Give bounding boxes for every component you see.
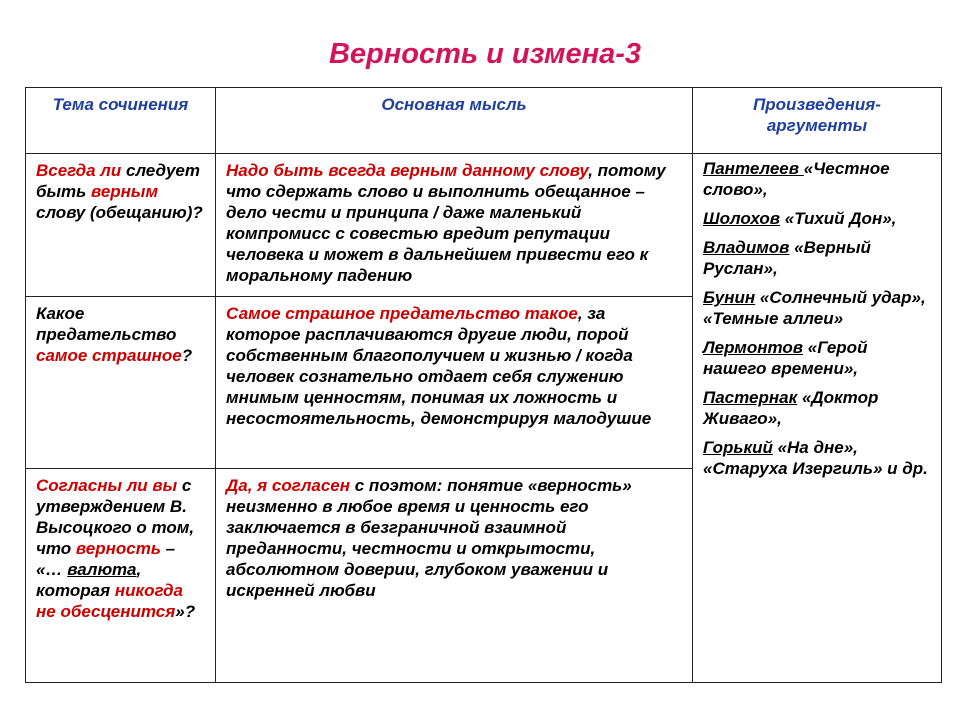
work-item [703, 287, 931, 329]
theme-text: – «… [36, 539, 176, 579]
theme-text: ? [181, 346, 193, 365]
theme-text: Какое [36, 304, 85, 323]
idea-text-red: Самое страшное предательство такое [226, 304, 578, 323]
idea-text-red: Да, я согласен [226, 476, 351, 495]
theme-text: следует быть [36, 161, 200, 201]
work-author: Владимов [703, 238, 790, 257]
theme-text-red: Согласны ли вы [36, 476, 178, 495]
theme-cell [26, 469, 216, 683]
theme-text: предательство [36, 325, 177, 344]
work-title: «Тихий Дон», [780, 209, 897, 228]
theme-text-red: самое страшное [36, 346, 182, 365]
theme-cell [26, 297, 216, 469]
work-author: Лермонтов [703, 338, 804, 357]
idea-text: с поэтом: понятие «верность» неизменно в любое время и ценность его заключается в безграничной взаимной преданности, честности и открытости, абсолютном доверии, глубоком уважении и искренней любви [226, 476, 632, 600]
table-header-row [26, 88, 942, 154]
work-item [703, 337, 931, 379]
idea-cell [216, 297, 693, 469]
header-works: Произведения-аргументы [693, 88, 942, 154]
theme-text-red: никогда не обесценится [36, 581, 183, 621]
idea-text-red: Надо быть всегда верным данному слову [226, 161, 589, 180]
works-cell [693, 154, 942, 683]
work-title: «Солнечный удар», «Темные аллеи» [703, 288, 926, 328]
header-theme: Тема сочинения [26, 88, 216, 154]
work-author: Шолохов [703, 209, 781, 228]
work-item [703, 158, 931, 200]
work-author: Бунин [703, 288, 756, 307]
work-title: «Честное слово», [703, 159, 890, 199]
essay-table [25, 87, 942, 683]
idea-cell [216, 154, 693, 297]
work-item [703, 387, 931, 429]
theme-text-underlined: валюта [67, 560, 137, 579]
theme-text-red: верность [75, 539, 161, 558]
theme-cell [26, 154, 216, 297]
idea-text: , за которое расплачиваются другие люди, порой собственным благополучием и жизнью / когда человек сознательно отдает себя служению мнимым ценностям, понимая их ложность и несостоятельность, демонстрируя малодушие [226, 304, 652, 428]
idea-text: , потому что сдержать слово и выполнить обещанное – дело чести и принципа / даже маленький компромисс с совестью вредит репутации человека и может в дальнейшем привести его к моральному падению [226, 161, 666, 285]
theme-text: »? [175, 602, 196, 621]
work-title: «Верный Руслан», [703, 238, 871, 278]
work-item [703, 437, 931, 479]
theme-text: слову (обещанию)? [36, 203, 203, 222]
theme-text-red: Всегда ли [36, 161, 122, 180]
theme-text-red: верным [90, 182, 159, 201]
idea-cell [216, 469, 693, 683]
table-row [26, 154, 942, 297]
work-title: «Доктор Живаго», [703, 388, 879, 428]
work-title: «Герой нашего времени», [703, 338, 868, 378]
theme-text: , которая [36, 560, 142, 600]
work-author: Пантелеев [703, 159, 804, 178]
work-title: «На дне», «Старуха Изергиль» и др. [703, 438, 928, 478]
work-author: Горький [703, 438, 773, 457]
work-item [703, 208, 931, 229]
work-author: Пастернак [703, 388, 798, 407]
work-item [703, 237, 931, 279]
header-idea: Основная мысль [216, 88, 693, 154]
theme-text: с утверждением В. Высоцкого о том, что [36, 476, 195, 558]
page-title: Верность и измена-3 [328, 38, 642, 70]
